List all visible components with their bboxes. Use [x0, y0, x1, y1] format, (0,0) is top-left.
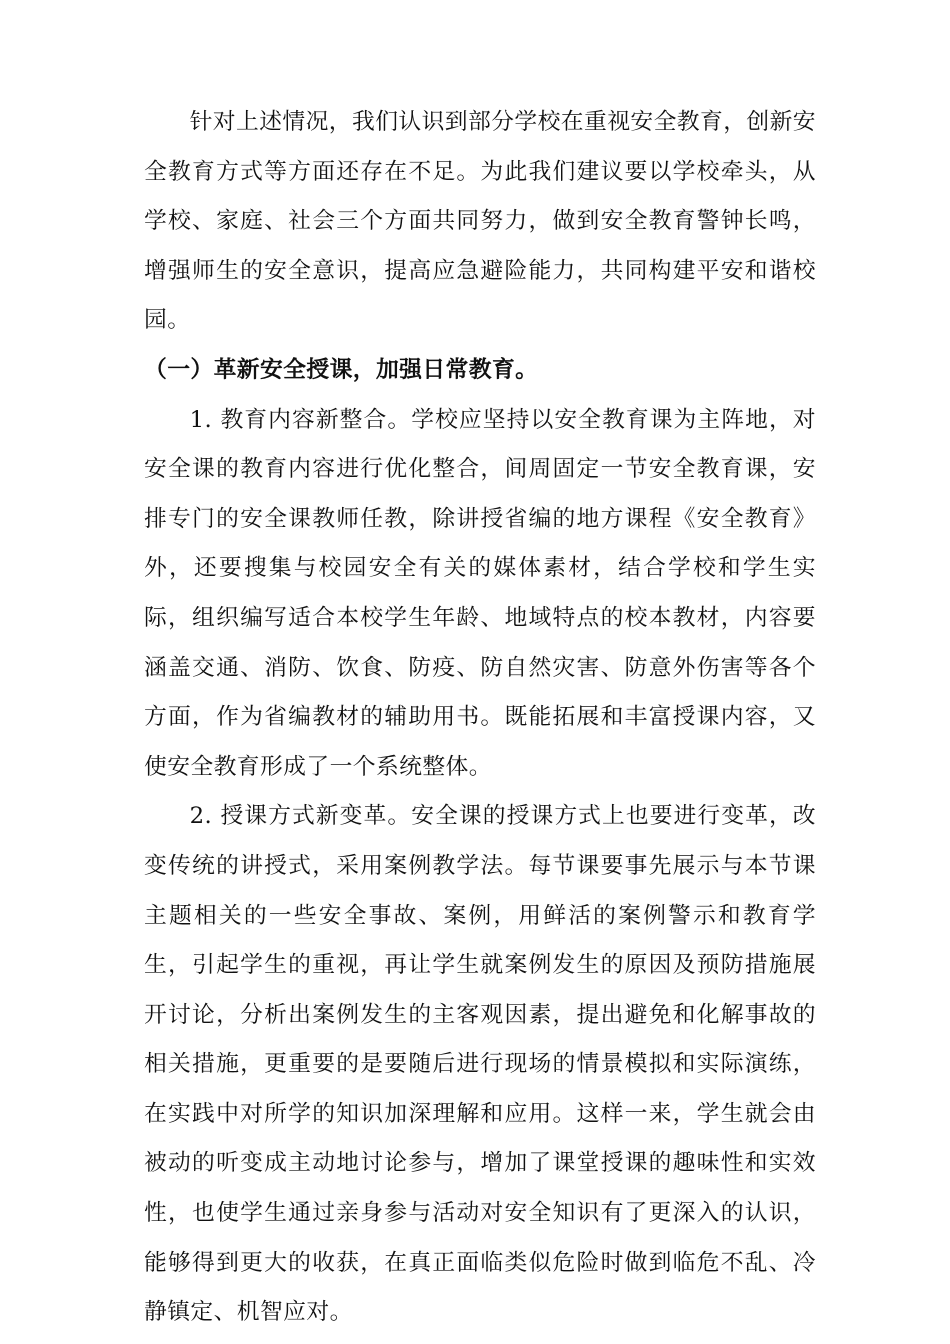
item-1-paragraph: 1. 教育内容新整合。学校应坚持以安全教育课为主阵地，对安全课的教育内容进行优化整合，间周固定一节安全教育课，安排专门的安全课教师任教，除讲授省编的地方课程《安全教育》外，还要搜集与校园安全有关的媒体素材，结合学校和学生实际，组织编写适合本校学生年龄、地域特点的校本教材，内容要涵盖交通、消防、饮食、防疫、防自然灾害、防意外伤害等各个方面，作为省编教材的辅助用书。既能拓展和丰富授课内容，又使安全教育形成了一个系统整体。 — [144, 406, 816, 780]
section-heading: （一）革新安全授课，加强日常教育。 — [144, 356, 539, 383]
item-2-paragraph: 2. 授课方式新变革。安全课的授课方式上也要进行变革，改变传统的讲授式，采用案例教学法。每节课要事先展示与本节课主题相关的一些安全事故、案例，用鲜活的案例警示和教育学生，引起学生的重视，再让学生就案例发生的原因及预防措施展开讨论，分析出案例发生的主客观因素，提出避免和化解事故的相关措施，更重要的是要随后进行现场的情景模拟和实际演练，在实践中对所学的知识加深理解和应用。这样一来，学生就会由被动的听变成主动地讨论参与，增加了课堂授课的趣味性和实效性，也使学生通过亲身参与活动对安全知识有了更深入的认识，能够得到更大的收获，在真正面临类似危险时做到临危不乱、冷静镇定、机智应对。 — [144, 803, 816, 1326]
intro-paragraph: 针对上述情况，我们认识到部分学校在重视安全教育，创新安全教育方式等方面还存在不足。为此我们建议要以学校牵头，从学校、家庭、社会三个方面共同努力，做到安全教育警钟长鸣，增强师生的安全意识，提高应急避险能力，共同构建平安和谐校园。 — [144, 109, 816, 334]
document-page — [144, 98, 816, 1338]
